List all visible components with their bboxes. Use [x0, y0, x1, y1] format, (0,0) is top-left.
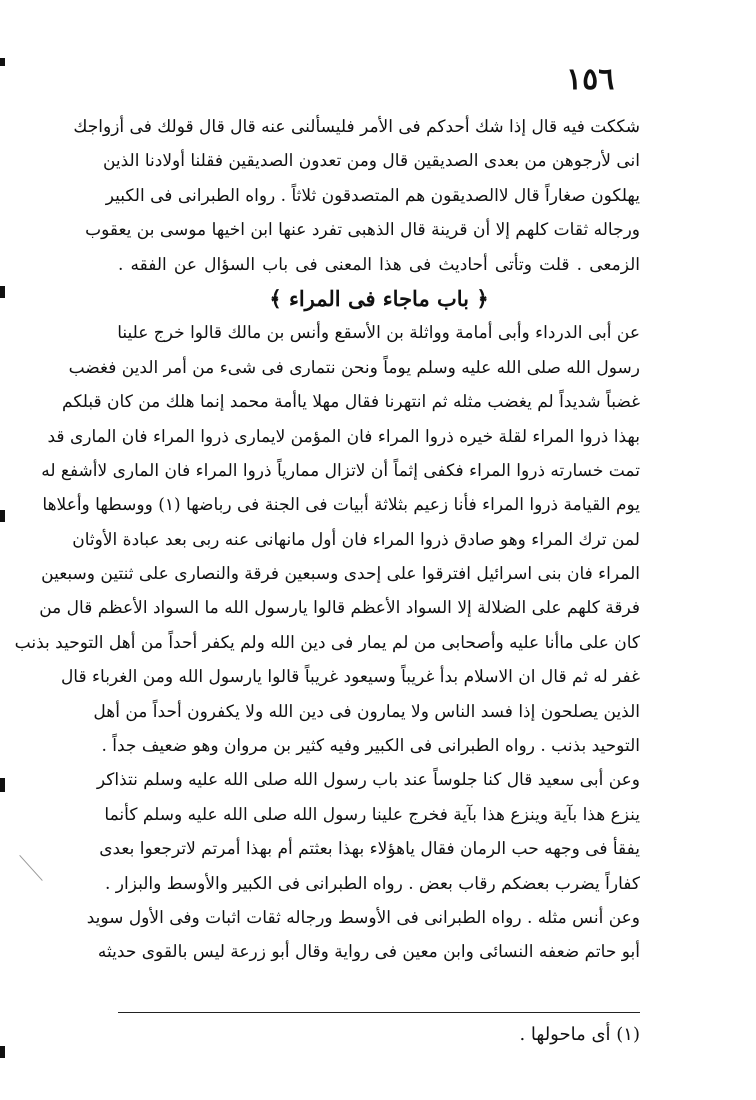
- text-line: انى لأرجوهن من بعدى الصديقين قال ومن تعدون الصديقين فقلنا أولادنا الذين: [102, 151, 640, 172]
- text-line: رسول الله صلى الله عليه وسلم يوماً ونحن نتمارى فى شىء من أمر الدين فغضب: [68, 357, 640, 378]
- scan-edge-mark: [0, 510, 5, 522]
- body-text: [14, 110, 640, 970]
- text-line: بهذا ذروا المراء لقلة خيره ذروا المراء فان المؤمن لايمارى ذروا المراء فان المارى قد: [47, 426, 640, 447]
- scan-edge-mark: [0, 1046, 5, 1058]
- text-line: شككت فيه قال إذا شك أحدكم فى الأمر فليسألنى عنه قال قال قولك فى أزواجك: [73, 117, 640, 137]
- text-line: ورجاله ثقات كلهم إلا أن قرينة قال الذهبى تفرد عنها ابن اخيها موسى بن يعقوب: [85, 220, 640, 241]
- text-line: وعن أنس مثله . رواه الطبرانى فى الأوسط ورجاله ثقات اثبات وفى الأول سويد: [86, 907, 640, 928]
- footnote: (١) أى ماحولها .: [519, 1024, 640, 1045]
- text-line: فرقة كلهم على الضلالة إلا السواد الأعظم قالوا يارسول الله ما السواد الأعظم قال من: [39, 598, 640, 619]
- scan-edge-mark: [0, 58, 5, 66]
- text-line: وعن أبى سعيد قال كنا جلوساً عند باب رسول الله صلى الله عليه وسلم نتذاكر: [96, 770, 640, 791]
- scan-edge-mark: [0, 778, 5, 792]
- text-line: كان على ماأنا عليه وأصحابى من لم يمار فى دين الله ولم يكفر أحداً من أهل التوحيد بذنب: [14, 632, 640, 653]
- page-number: ١٥٦: [566, 62, 615, 97]
- scan-edge-mark: [0, 286, 5, 298]
- text-line: الزمعى . قلت وتأتى أحاديث فى هذا المعنى فى باب السؤال عن الفقه .: [118, 254, 640, 275]
- text-line: يفقأ فى وجهه حب الرمان فقال ياهؤلاء بهذا بعثتم أم بهذا أمرتم لاترجعوا بعدى: [99, 839, 640, 860]
- text-line: أبو حاتم ضعفه النسائى وابن معين فى رواية وقال أبو زرعة ليس بالقوى حديثه: [97, 942, 640, 963]
- text-line: التوحيد بذنب . رواه الطبرانى فى الكبير وفيه كثير بن مروان وهو ضعيف جداً .: [101, 736, 640, 757]
- text-line: المراء فان بنى اسرائيل افترقوا على إحدى وسبعين فرقة والنصارى على ثنتين وسبعين: [41, 564, 640, 585]
- text-line: تمت خسارته ذروا المراء فكفى إثماً أن لاتزال ممارياً ذروا المراء فان المارى لاأشفع له: [41, 460, 640, 481]
- text-line: ينزع هذا بآية وينزع هذا بآية فخرج علينا رسول الله صلى الله عليه وسلم كأنما: [104, 804, 640, 825]
- text-line: كفاراً يضرب بعضكم رقاب بعض . رواه الطبرانى فى الكبير والأوسط والبزار .: [104, 873, 640, 894]
- text-line: يهلكون صغاراً قال لاالصديقون هم المتصدقون ثلاثاً . رواه الطبرانى فى الكبير: [105, 185, 640, 206]
- text-line: الذين يصلحون إذا فسد الناس ولا يمارون فى دين الله ولا يكفرون أحداً من أهل: [93, 701, 640, 722]
- chapter-heading: ﴿ باب ماجاء فى المراء ﴾: [269, 285, 489, 311]
- text-line: يوم القيامة ذروا المراء فأنا زعيم بثلاثة أبيات فى الجنة فى رباضها (١) ووسطها وأعلاها: [42, 495, 640, 516]
- text-line: عن أبى الدرداء وأبى أمامة وواثلة بن الأسقع وأنس بن مالك قالوا خرج علينا: [117, 323, 640, 344]
- text-line: لمن ترك المراء وهو صادق ذروا المراء فان أول مانهانى عنه ربى بعد عبادة الأوثان: [72, 529, 640, 550]
- footnote-separator: [118, 1012, 640, 1013]
- scan-artifact: [19, 855, 42, 881]
- text-line: غضباً شديداً لم يغضب مثله ثم انتهرنا فقال مهلا ياأمة محمد إنما هلك من كان قبلكم: [62, 392, 640, 413]
- text-line: غفر له ثم قال ان الاسلام بدأ غريباً وسيعود غريباً قالوا يارسول الله ومن الغرباء قال: [60, 667, 640, 688]
